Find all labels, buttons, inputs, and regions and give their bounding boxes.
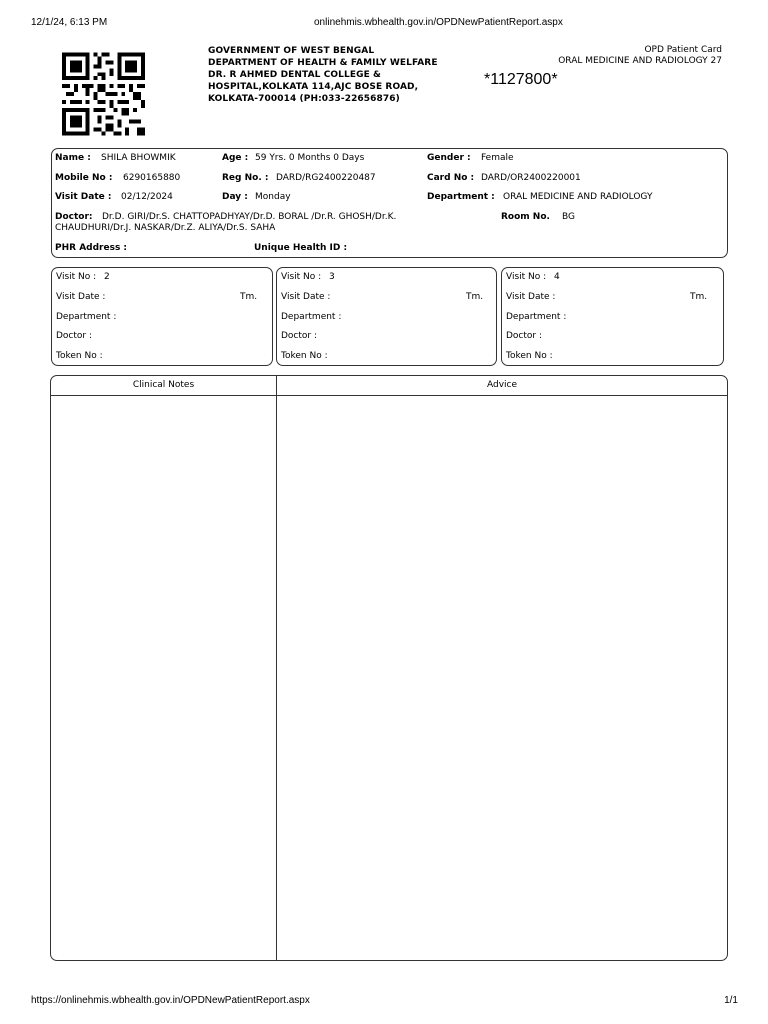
room-label: Room No. (501, 212, 550, 222)
doctor-label: Doctor: (55, 212, 93, 222)
visit-department-label: Department : (506, 312, 567, 322)
visit-token-label: Token No : (56, 351, 103, 361)
visit-doctor-label: Doctor : (506, 331, 543, 341)
notes-header-divider (51, 395, 727, 396)
dept-room: ORAL MEDICINE AND RADIOLOGY 27 (558, 56, 722, 66)
reg-number: DARD/RG2400220487 (276, 173, 376, 183)
department-name: ORAL MEDICINE AND RADIOLOGY (503, 192, 653, 202)
visit-time-label: Tm. (240, 292, 258, 302)
visit-no-label: Visit No : (281, 272, 322, 282)
visit-time-label: Tm. (690, 292, 708, 302)
qr-code-icon (62, 52, 145, 136)
advice-area[interactable] (278, 397, 726, 959)
visit-date-label: Visit Date : (56, 292, 106, 302)
visit-time-label: Tm. (466, 292, 484, 302)
visit-date: 02/12/2024 (121, 192, 173, 202)
visit-department-label: Department : (56, 312, 117, 322)
visit-doctor-label: Doctor : (281, 331, 318, 341)
visit-day: Monday (255, 192, 291, 202)
notes-column-divider (276, 376, 277, 960)
institution-header (208, 45, 438, 105)
visit-department-label: Department : (281, 312, 342, 322)
department-label: Department : (427, 192, 495, 202)
print-page-url[interactable]: onlinehmis.wbhealth.gov.in/OPDNewPatientReport.aspx (314, 17, 563, 28)
card-type-block (558, 45, 722, 67)
doctor-list-line-2: CHAUDHURI/Dr.J. NASKAR/Dr.Z. ALIYA/Dr.S. SAHA (55, 223, 276, 233)
patient-info-box (51, 148, 728, 258)
card-type: OPD Patient Card (644, 45, 722, 55)
patient-age: 59 Yrs. 0 Months 0 Days (255, 153, 365, 163)
clinical-notes-heading: Clinical Notes (132, 380, 195, 390)
visit-token-label: Token No : (506, 351, 553, 361)
header-line-4: HOSPITAL,KOLKATA 114,AJC BOSE ROAD, (208, 82, 419, 92)
mobile-label: Mobile No : (55, 173, 113, 183)
visit-date-label: Visit Date : (506, 292, 556, 302)
visit-no-label: Visit No : (506, 272, 547, 282)
patient-gender: Female (481, 153, 514, 163)
patient-mobile: 6290165880 (123, 173, 181, 183)
visit-doctor-label: Doctor : (56, 331, 93, 341)
clinical-notes-area[interactable] (52, 397, 275, 959)
barcode-text: *1127800* (484, 71, 558, 88)
visit-no: 4 (554, 272, 560, 282)
header-line-1: GOVERNMENT OF WEST BENGAL (208, 46, 375, 56)
visit-token-label: Token No : (281, 351, 328, 361)
visit-no: 2 (104, 272, 110, 282)
visit-no-label: Visit No : (56, 272, 97, 282)
gender-label: Gender : (427, 153, 471, 163)
patient-name: SHILA BHOWMIK (101, 153, 176, 163)
advice-heading: Advice (486, 380, 518, 390)
visit-date-label: Visit Date : (55, 192, 112, 202)
room-number: BG (562, 212, 575, 222)
print-datetime: 12/1/24, 6:13 PM (31, 17, 108, 28)
visit-no: 3 (329, 272, 335, 282)
phr-address-label: PHR Address : (55, 243, 128, 253)
day-label: Day : (222, 192, 248, 202)
card-label: Card No : (427, 173, 475, 183)
print-page-count: 1/1 (724, 995, 738, 1006)
header-line-3: DR. R AHMED DENTAL COLLEGE & (208, 70, 382, 80)
age-label: Age : (222, 153, 249, 163)
unique-health-id-label: Unique Health ID : (254, 243, 348, 253)
name-label: Name : (55, 153, 91, 163)
doctor-list-line-1: Dr.D. GIRI/Dr.S. CHATTOPADHYAY/Dr.D. BORAL /Dr.R. GHOSH/Dr.K. (102, 212, 397, 222)
print-footer-url[interactable]: https://onlinehmis.wbhealth.gov.in/OPDNewPatientReport.aspx (31, 995, 310, 1006)
visit-date-label: Visit Date : (281, 292, 331, 302)
card-number: DARD/OR2400220001 (481, 173, 581, 183)
header-line-2: DEPARTMENT OF HEALTH & FAMILY WELFARE (208, 58, 438, 68)
reg-label: Reg No. : (222, 173, 269, 183)
header-line-5: KOLKATA-700014 (PH:033-22656876) (208, 94, 400, 104)
